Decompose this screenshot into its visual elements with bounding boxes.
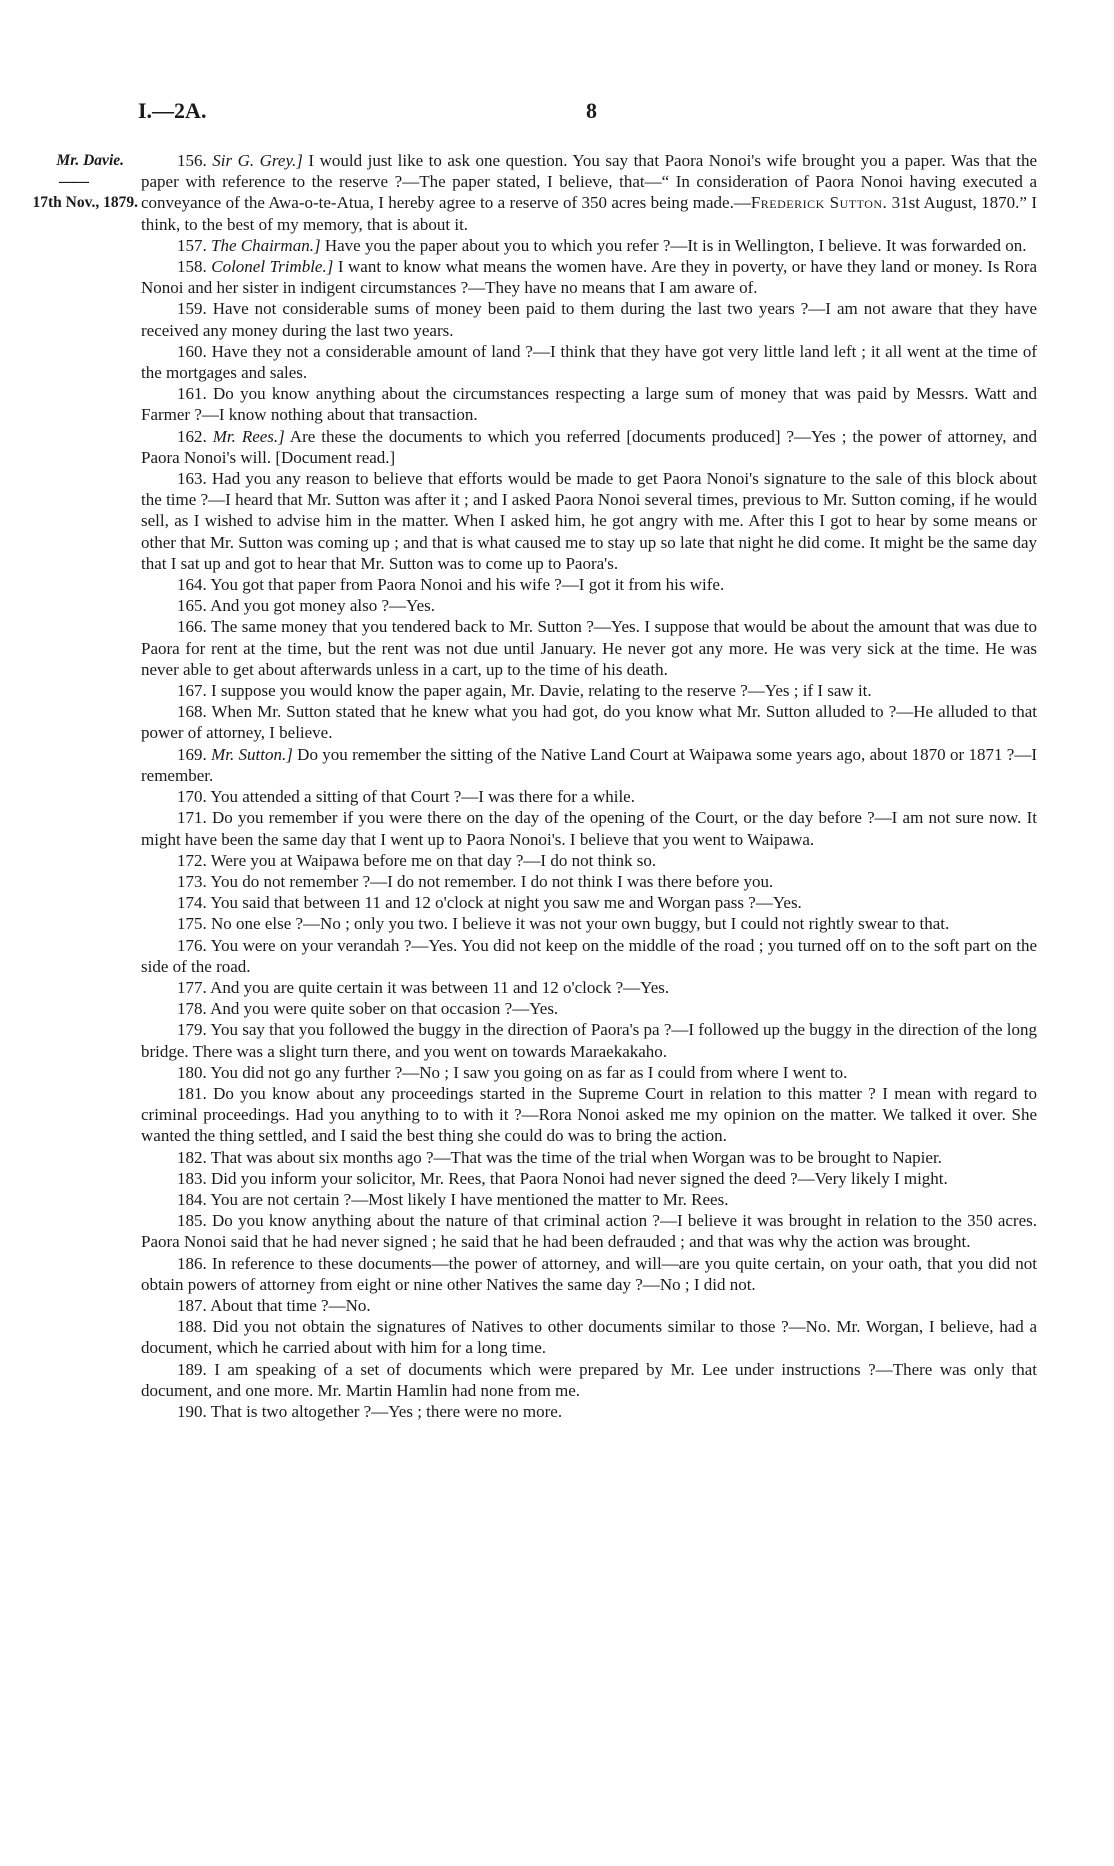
question-number: 179. bbox=[177, 1020, 207, 1040]
question-number: 175. bbox=[177, 914, 207, 934]
question-number: 184. bbox=[177, 1189, 207, 1209]
question-number: 181. bbox=[177, 1083, 207, 1103]
paragraph-text: And you were quite sober on that occasion ?—Yes. bbox=[210, 999, 559, 1019]
paragraph-text: You got that paper from Paora Nonoi and his wife ?—I got it from his wife. bbox=[210, 575, 725, 595]
testimony-paragraph bbox=[141, 426, 1037, 468]
question-number: 163. bbox=[177, 469, 207, 489]
paragraph-text: Do you remember if you were there on the day of the opening of the Court, or the day before ?—I am not sure now. It might have been the same day that I went up to Paora Nonoi's. I believe that you went to Waipawa. bbox=[141, 808, 1038, 849]
paragraph-text: Were you at Waipawa before me on that day ?—I do not think so. bbox=[210, 850, 657, 870]
question-number: 168. bbox=[177, 702, 207, 722]
testimony-paragraph bbox=[141, 1210, 1037, 1252]
testimony-paragraph bbox=[141, 595, 1037, 616]
margin-note bbox=[0, 150, 140, 213]
testimony-paragraph bbox=[141, 1253, 1037, 1295]
page-number: 8 bbox=[586, 98, 597, 123]
paragraph-text: I want to know what means the women have. Are they in poverty, or have they land or money. Is Rora Nonoi and her sister in indigent circumstances ?—They have no means that I am aware of. bbox=[141, 257, 1037, 298]
testimony-paragraph bbox=[141, 616, 1037, 680]
testimony-paragraph bbox=[141, 744, 1037, 786]
testimony-paragraph bbox=[141, 1316, 1037, 1358]
testimony-paragraph bbox=[141, 1295, 1037, 1316]
testimony-paragraph bbox=[141, 1359, 1037, 1401]
question-number: 165. bbox=[177, 596, 207, 616]
question-number: 188. bbox=[177, 1317, 207, 1337]
paragraph-text-continued: 31st August, 1870.” I think, to the best of my memory, that is about it. bbox=[141, 193, 1037, 234]
question-number: 164. bbox=[177, 575, 207, 595]
margin-dash: —— bbox=[59, 173, 88, 190]
paragraph-text: About that time ?—No. bbox=[210, 1295, 371, 1315]
paragraph-text: You were on your verandah ?—Yes. You did not keep on the middle of the road ; you turned off on to the soft part on the side of the road. bbox=[141, 935, 1037, 976]
paragraph-text: The same money that you tendered back to Mr. Sutton ?—Yes. I suppose that would be about the amount that was due to Paora for rent at the time, but the rent was not due until January. He never got any more. He was very sick at the time. He was never able to get about afterwards unless in a cart, up to the time of his death. bbox=[141, 617, 1037, 679]
question-number: 169. bbox=[177, 744, 207, 764]
question-number: 186. bbox=[177, 1253, 207, 1273]
paragraph-text: Did you inform your solicitor, Mr. Rees, that Paora Nonoi had never signed the deed ?—Very likely I might. bbox=[211, 1168, 948, 1188]
paragraph-text: When Mr. Sutton stated that he knew what you had got, do you know what Mr. Sutton alluded to ?—He alluded to that power of attorney, I believe. bbox=[141, 702, 1037, 743]
paragraph-text: Do you know anything about the nature of that criminal action ?—I believe it was brought in relation to the 350 acres. Paora Nonoi said that he had never signed ; he said that he had been defrauded ; and that was why the action was brought. bbox=[141, 1211, 1038, 1252]
paragraph-text: Have you the paper about you to which you refer ?—It is in Wellington, I believe. It was forwarded on. bbox=[320, 235, 1027, 255]
question-number: 159. bbox=[177, 299, 207, 319]
question-number: 176. bbox=[177, 935, 207, 955]
testimony-paragraph bbox=[141, 701, 1037, 743]
paragraph-text: You do not remember ?—I do not remember. I do not think I was there before you. bbox=[210, 871, 774, 891]
testimony-paragraph bbox=[141, 680, 1037, 701]
paragraph-text: Had you any reason to believe that efforts would be made to get Paora Nonoi's signature to the sale of this block about the time ?—I heard that Mr. Sutton was after it ; and I asked Paora Nonoi several times, previous to Mr. Sutton coming, if he would sell, as I wished to advise him in the matter. When I asked him, he got angry with me. After this I got to hear by some means or other that Mr. Sutton was coming up ; and that is what caused me to stay up so late that night he did come. It might be the same day that I sat up and got to hear that Mr. Sutton was to come up to Paora's. bbox=[141, 469, 1038, 573]
testimony-paragraph bbox=[141, 574, 1037, 595]
paragraph-text: In reference to these documents—the power of attorney, and will—are you quite certain, on your oath, that you did not obtain powers of attorney from eight or nine other Natives the same day ?—No ; I did not. bbox=[141, 1253, 1038, 1294]
paragraph-text: Did you not obtain the signatures of Natives to other documents similar to those ?—No. Mr. Worgan, I believe, had a document, which he carried about with him for a long time. bbox=[141, 1317, 1038, 1358]
question-number: 185. bbox=[177, 1211, 207, 1231]
paragraph-text: Do you know about any proceedings started in the Supreme Court in relation to this matter ? I mean with regard to criminal proceedings. Had you anything to to with it ?—Rora Nonoi asked me my opinion on the matter. We talked it over. She wanted the thing settled, and I said the best thing she could do was to bring the action. bbox=[141, 1083, 1037, 1146]
question-number: 162. bbox=[177, 426, 207, 446]
testimony-paragraph bbox=[141, 235, 1037, 256]
paragraph-text: No one else ?—No ; only you two. I believe it was not your own buggy, but I could not rightly swear to that. bbox=[211, 914, 950, 934]
paragraph-text: You say that you followed the buggy in the direction of Paora's pa ?—I followed up the buggy in the direction of the long bridge. There was a slight turn there, and you went on towards Maraekakaho. bbox=[141, 1020, 1037, 1061]
speaker-name: Mr. Rees.] bbox=[212, 426, 285, 446]
testimony-paragraph bbox=[141, 913, 1037, 934]
question-number: 161. bbox=[177, 384, 207, 404]
question-number: 190. bbox=[177, 1401, 207, 1421]
testimony-paragraph bbox=[141, 150, 1037, 235]
paragraph-text: I suppose you would know the paper again, Mr. Davie, relating to the reserve ?—Yes ; if I saw it. bbox=[211, 681, 872, 701]
question-number: 189. bbox=[177, 1359, 207, 1379]
signature-name: Frederick Sutton. bbox=[750, 193, 888, 213]
testimony-paragraph bbox=[141, 871, 1037, 892]
paragraph-text: And you got money also ?—Yes. bbox=[210, 596, 435, 616]
testimony-paragraph bbox=[141, 850, 1037, 871]
testimony-body bbox=[141, 150, 1037, 1422]
question-number: 156. bbox=[177, 151, 207, 170]
paragraph-text: Do you know anything about the circumstances respecting a large sum of money that was paid by Messrs. Watt and Farmer ?—I know nothing about that transaction. bbox=[141, 384, 1038, 425]
testimony-paragraph bbox=[141, 892, 1037, 913]
question-number: 166. bbox=[177, 617, 207, 637]
paragraph-text: That is two altogether ?—Yes ; there were no more. bbox=[210, 1401, 563, 1421]
testimony-paragraph bbox=[141, 1168, 1037, 1189]
question-number: 173. bbox=[177, 871, 207, 891]
page-header bbox=[138, 98, 1038, 132]
testimony-paragraph bbox=[141, 935, 1037, 977]
testimony-paragraph bbox=[141, 1062, 1037, 1083]
question-number: 178. bbox=[177, 999, 207, 1019]
margin-witness-name: Mr. Davie. bbox=[56, 152, 124, 169]
paragraph-text: You said that between 11 and 12 o'clock at night you saw me and Worgan pass ?—Yes. bbox=[210, 893, 802, 913]
paragraph-text: You did not go any further ?—No ; I saw you going on as far as I could from where I went to. bbox=[210, 1062, 848, 1082]
question-number: 177. bbox=[177, 977, 207, 997]
testimony-paragraph bbox=[141, 256, 1037, 298]
question-number: 174. bbox=[177, 893, 207, 913]
question-number: 183. bbox=[177, 1168, 207, 1188]
speaker-name: Colonel Trimble.] bbox=[211, 257, 334, 277]
question-number: 170. bbox=[177, 787, 207, 807]
testimony-paragraph bbox=[141, 1401, 1037, 1422]
paragraph-text: Are these the documents to which you referred [documents produced] ?—Yes ; the power of attorney, and Paora Nonoi's will. [Document read.] bbox=[141, 426, 1038, 467]
paragraph-text: Have they not a considerable amount of land ?—I think that they have got very little land left ; it all went at the time of the mortgages and sales. bbox=[141, 341, 1038, 383]
paragraph-text: I am speaking of a set of documents which were prepared by Mr. Lee under instructions ?—There was only that document, and one more. Mr. Martin Hamlin had none from me. bbox=[141, 1359, 1038, 1400]
testimony-paragraph bbox=[141, 1083, 1037, 1147]
testimony-paragraph bbox=[141, 1019, 1037, 1061]
question-number: 187. bbox=[177, 1295, 207, 1315]
document-reference: I.—2A. bbox=[138, 98, 207, 123]
speaker-name: Sir G. Grey.] bbox=[212, 151, 303, 170]
paragraph-text: Do you remember the sitting of the Native Land Court at Waipawa some years ago, about 1870 or 1871 ?—I remember. bbox=[141, 744, 1038, 785]
speaker-name: Mr. Sutton.] bbox=[211, 744, 293, 764]
question-number: 171. bbox=[177, 808, 207, 828]
testimony-paragraph bbox=[141, 383, 1037, 425]
speaker-name: The Chairman.] bbox=[211, 235, 321, 255]
question-number: 180. bbox=[177, 1062, 207, 1082]
testimony-paragraph bbox=[141, 977, 1037, 998]
paragraph-text: And you are quite certain it was between 11 and 12 o'clock ?—Yes. bbox=[210, 977, 670, 997]
paragraph-text: I would just like to ask one question. You say that Paora Nonoi's wife brought you a paper. Was that the paper with reference to the reserve ?—The paper stated, I believe, that—“ In consideration of Paora Nonoi having executed a conveyance of the Awa-o-te-Atua, I hereby agree to a reserve of 350 acres being made.— bbox=[141, 151, 1038, 213]
question-number: 167. bbox=[177, 681, 207, 701]
paragraph-text: You are not certain ?—Most likely I have mentioned the matter to Mr. Rees. bbox=[210, 1189, 729, 1209]
testimony-paragraph bbox=[141, 1147, 1037, 1168]
testimony-paragraph bbox=[141, 468, 1037, 574]
testimony-paragraph bbox=[141, 1189, 1037, 1210]
question-number: 172. bbox=[177, 850, 207, 870]
testimony-paragraph bbox=[141, 786, 1037, 807]
question-number: 160. bbox=[177, 341, 207, 361]
testimony-paragraph bbox=[141, 807, 1037, 849]
paragraph-text: Have not considerable sums of money been paid to them during the last two years ?—I am not aware that they have received any money during the last two years. bbox=[141, 299, 1037, 340]
question-number: 157. bbox=[177, 235, 207, 255]
question-number: 158. bbox=[177, 257, 207, 277]
margin-date: 17th Nov., 1879. bbox=[32, 194, 138, 211]
paragraph-text: That was about six months ago ?—That was the time of the trial when Worgan was to be brought to Napier. bbox=[210, 1147, 942, 1167]
testimony-paragraph bbox=[141, 341, 1037, 383]
testimony-paragraph bbox=[141, 998, 1037, 1019]
question-number: 182. bbox=[177, 1147, 207, 1167]
testimony-paragraph bbox=[141, 298, 1037, 340]
paragraph-text: You attended a sitting of that Court ?—I was there for a while. bbox=[210, 787, 635, 807]
